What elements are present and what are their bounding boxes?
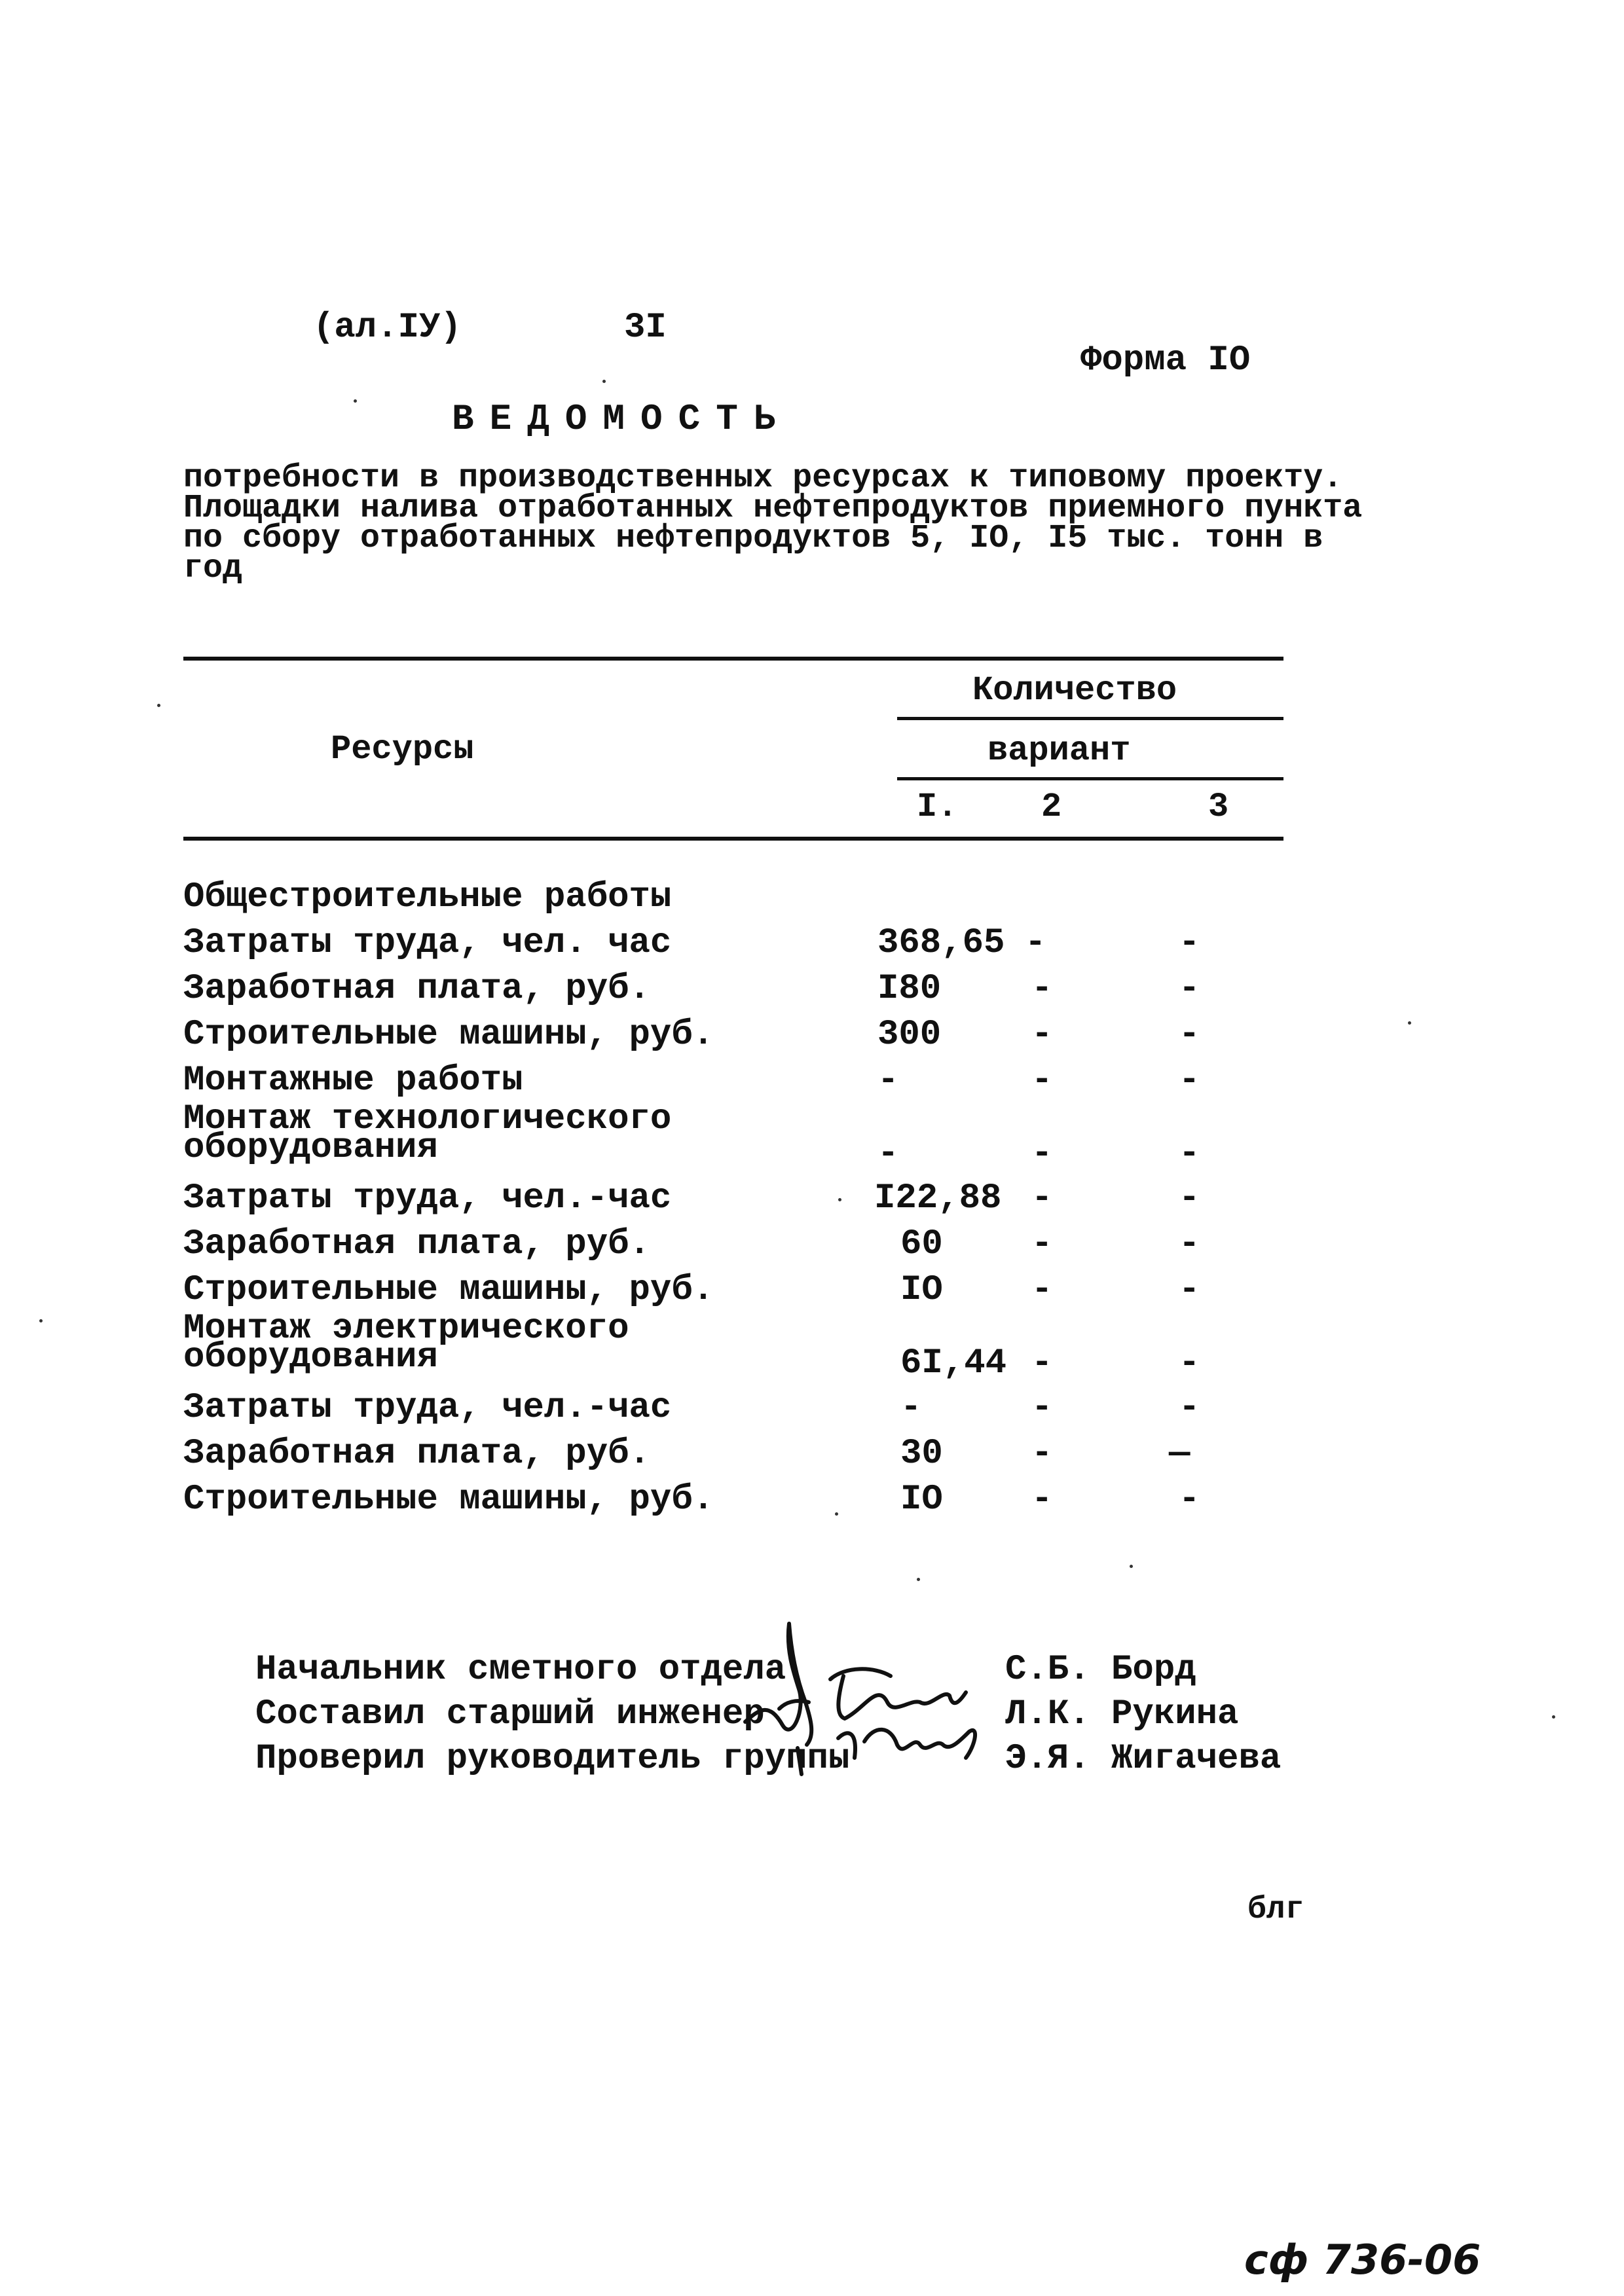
footer-mark: блг — [1247, 1892, 1304, 1927]
table-row — [183, 877, 1297, 923]
variant-3-value: - — [1179, 1178, 1200, 1218]
variant-header: вариант — [987, 731, 1131, 770]
table-row — [183, 969, 1297, 1015]
signature-person: Л.К. Рукина — [1005, 1694, 1239, 1734]
table-row — [183, 1099, 1297, 1177]
variant-2-value: - — [1031, 969, 1053, 1009]
variant-3-value: — — [1169, 1434, 1190, 1474]
variant-2-header: 2 — [1041, 788, 1062, 826]
speck — [157, 704, 160, 707]
variant-3-value: - — [1179, 1480, 1200, 1520]
table-row — [183, 1224, 1297, 1270]
variant-2-value: - — [1031, 1480, 1053, 1520]
variant-1-value: IO — [900, 1480, 943, 1520]
row-label: Строительные машины, руб. — [183, 1015, 714, 1055]
row-label: Заработная плата, руб. — [183, 1434, 650, 1474]
variant-2-value: - — [1031, 1270, 1053, 1310]
signature-role: Составил старший инженер — [255, 1694, 765, 1734]
variant-2-value: - — [1031, 1178, 1053, 1218]
row-label: Заработная плата, руб. — [183, 969, 650, 1009]
variant-2-value: - — [1031, 1224, 1053, 1264]
variant-1-value: 6I,44 — [900, 1343, 1007, 1383]
speck — [917, 1578, 920, 1581]
variant-1-value: I22,88 — [874, 1178, 1002, 1218]
row-label: Затраты труда, чел.-час — [183, 1388, 672, 1428]
row-label: Затраты труда, чел.-час — [183, 1178, 672, 1218]
variant-2-value: - — [1031, 1134, 1053, 1174]
table-row — [183, 1434, 1297, 1480]
variant-2-value: - — [1031, 1388, 1053, 1428]
speck — [1552, 1715, 1555, 1719]
variant-3-value: - — [1179, 1134, 1200, 1174]
row-label-line: Монтаж технологического — [183, 1099, 672, 1139]
variant-1-value: - — [900, 1388, 922, 1428]
form-number: Форма IO — [1080, 340, 1251, 380]
speck — [838, 1198, 841, 1201]
row-label: Общестроительные работы — [183, 877, 672, 917]
row-label-line: оборудования — [183, 1338, 438, 1377]
variant-3-value: - — [1179, 1015, 1200, 1055]
speck — [835, 1512, 838, 1516]
speck — [1130, 1565, 1133, 1568]
variant-1-header: I. — [917, 788, 958, 826]
row-label: Заработная плата, руб. — [183, 1224, 650, 1264]
variant-2-value: - — [1031, 1343, 1053, 1383]
variant-1-value: - — [877, 1134, 899, 1174]
variant-2-value: - — [1025, 923, 1046, 963]
quantity-header: Количество — [972, 671, 1177, 710]
row-label — [183, 1309, 629, 1377]
variant-1-value: 60 — [900, 1224, 943, 1264]
table-row — [183, 1178, 1297, 1224]
variant-3-value: - — [1179, 1270, 1200, 1310]
speck — [354, 399, 357, 403]
row-label: Монтажные работы — [183, 1061, 523, 1101]
page-number: 3I — [624, 308, 667, 348]
section-ref: (ал.IУ) — [313, 308, 462, 348]
speck — [1408, 1021, 1411, 1025]
subtitle-line: Площадки налива отработанных нефтепродуктов приемного пункта — [183, 490, 1363, 527]
variant-3-value: - — [1179, 923, 1200, 963]
variant-3-value: - — [1179, 1343, 1200, 1383]
variant-1-value: IO — [900, 1270, 943, 1310]
table-top-rule — [183, 657, 1283, 661]
variant-3-value: - — [1179, 969, 1200, 1009]
table-row — [183, 923, 1297, 969]
speck — [39, 1319, 43, 1322]
signature-role: Начальник сметного отдела — [255, 1650, 786, 1690]
row-label-line: Монтаж электрического — [183, 1309, 629, 1349]
variant-1-value: 300 — [877, 1015, 942, 1055]
row-label — [183, 1099, 672, 1168]
speck — [602, 380, 606, 383]
variant-1-value: 368,65 — [877, 923, 1005, 963]
variant-3-header: 3 — [1208, 788, 1229, 826]
signature-person: Э.Я. Жигачева — [1005, 1739, 1282, 1779]
subtitle-line: потребности в производственных ресурсах к типовому проекту. — [183, 460, 1343, 497]
variant-3-value: - — [1179, 1061, 1200, 1101]
quantity-rule — [897, 717, 1283, 720]
handwritten-code: сф 736-06 — [1244, 2236, 1481, 2284]
row-label: Строительные машины, руб. — [183, 1270, 714, 1310]
table-row — [183, 1015, 1297, 1061]
handwritten-signatures — [733, 1611, 1015, 1800]
subtitle — [183, 460, 1363, 587]
row-label: Затраты труда, чел. час — [183, 923, 672, 963]
variant-2-value: - — [1031, 1434, 1053, 1474]
subtitle-line: по сбору отработанных нефтепродуктов 5, IO, I5 тыс. тонн в — [183, 520, 1323, 557]
signature-role: Проверил руководитель группы — [255, 1739, 850, 1779]
variant-2-value: - — [1031, 1015, 1053, 1055]
table-header-bottom-rule — [183, 837, 1283, 841]
table-row — [183, 1388, 1297, 1434]
variant-1-value: 30 — [900, 1434, 943, 1474]
variant-3-value: - — [1179, 1388, 1200, 1428]
table-row — [183, 1480, 1297, 1525]
row-label: Строительные машины, руб. — [183, 1480, 714, 1520]
signature-person: С.Б. Борд — [1005, 1650, 1196, 1690]
variant-rule — [897, 777, 1283, 780]
table-row — [183, 1309, 1297, 1387]
subtitle-line: год — [183, 550, 243, 587]
resource-header: Ресурсы — [331, 730, 474, 769]
variant-2-value: - — [1031, 1061, 1053, 1101]
variant-1-value: - — [877, 1061, 899, 1101]
variant-3-value: - — [1179, 1224, 1200, 1264]
row-label-line: оборудования — [183, 1128, 438, 1168]
variant-1-value: I80 — [877, 969, 942, 1009]
document-title: ВЕДОМОСТЬ — [452, 398, 792, 440]
